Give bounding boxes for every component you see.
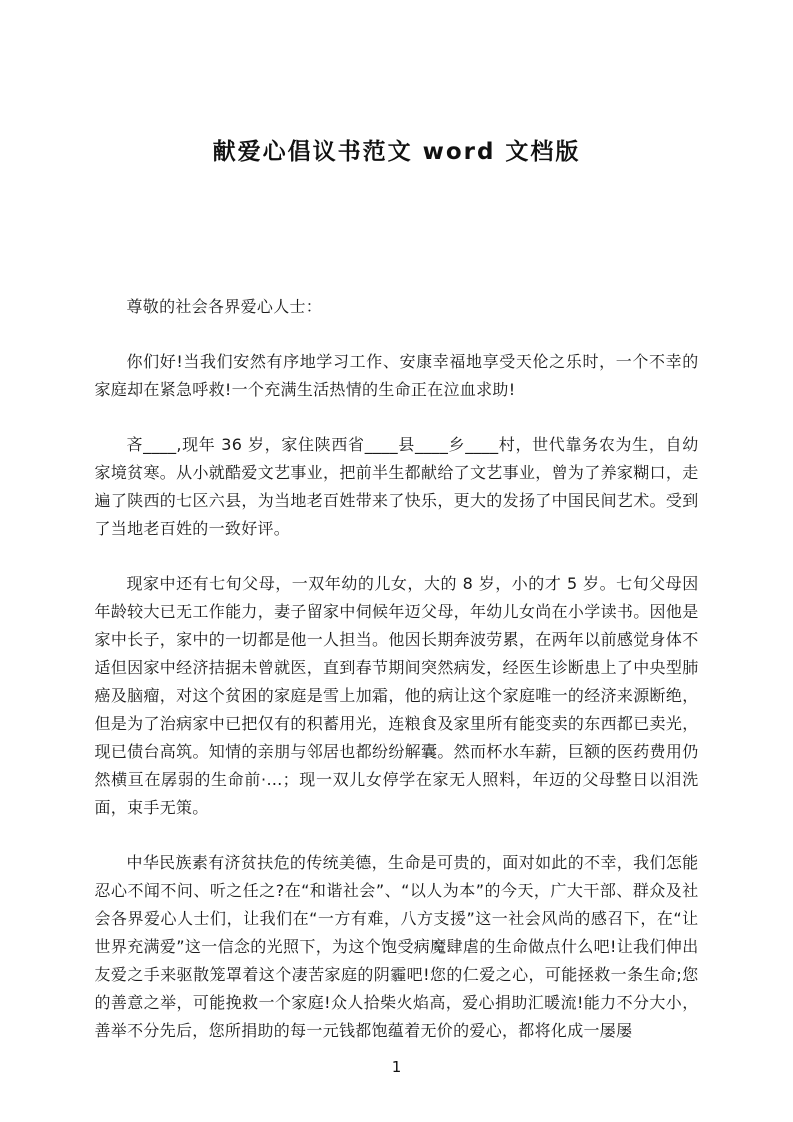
paragraph-background: 吝____,现年 36 岁，家住陕西省____县____乡____村，世代靠务农为生，自幼家境贫寒。从小就酷爱文艺事业，把前半生都献给了文艺事业，曾为了养家糊口，走遍了陕西的七区六县，为当地老百姓带来了快乐，更大的发扬了中国民间艺术。受到了当地老百姓的一致好评。	[94, 435, 699, 538]
document-body	[95, 168, 699, 1045]
document-title: 献爱心倡议书范文 word 文档版	[212, 139, 581, 165]
paragraph-appeal: 中华民族素有济贫扶危的传统美德，生命是可贵的，面对如此的不幸，我们怎能忍心不闻不问、听之任之?在“和谐社会”、“以人为本”的今天，广大干部、群众及社会各界爱心人士们，让我们在“一方有难，八方支援”这一社会风尚的感召下，在“让世界充满爱”这一信念的光照下，为这个饱受病魔肆虐的生命做点什么吧!让我们伸出友爱之手来驱散笼罩着这个凄苦家庭的阴霾吧!您的仁爱之心，可能拯救一条生命;您的善意之举，可能挽救一个家庭!众人拾柴火焰高，爱心捐助汇暖流!能力不分大小，善举不分先后，您所捐助的每一元钱都饱蕴着无价的爱心，都将化成一屡屡	[94, 853, 699, 1040]
page-number: 1	[391, 1058, 402, 1076]
paragraph-illness-situation: 现家中还有七旬父母，一双年幼的儿女，大的 8 岁，小的才 5 岁。七旬父母因年龄较大已无工作能力，妻子留家中伺候年迈父母，年幼儿女尚在小学读书。因他是家中长子，家中的一切都是他一人担当。他因长期奔波劳累，在两年以前感觉身体不适但因家中经济拮据未曾就医，直到春节期间突然病发，经医生诊断患上了中央型肺癌及脑瘤，对这个贫困的家庭是雪上加霜，他的病让这个家庭唯一的经济来源断绝，但是为了治病家中已把仅有的积蓄用光，连粮食及家里所有能变卖的东西都已卖光，现已债台高筑。知情的亲朋与邻居也都纷纷解囊。然而杯水车薪，巨额的医药费用仍然横亘在孱弱的生命前·…；现一双儿女停学在家无人照料，年迈的父母整日以泪洗面，束手无策。	[94, 574, 699, 817]
salutation: 尊敬的社会各界爱心人士：	[126, 297, 323, 316]
paragraph-greeting: 你们好!当我们安然有序地学习工作、安康幸福地享受天伦之乐时，一个不幸的家庭却在紧急呼救!一个充满生活热情的生命正在泣血求助!	[94, 352, 699, 399]
